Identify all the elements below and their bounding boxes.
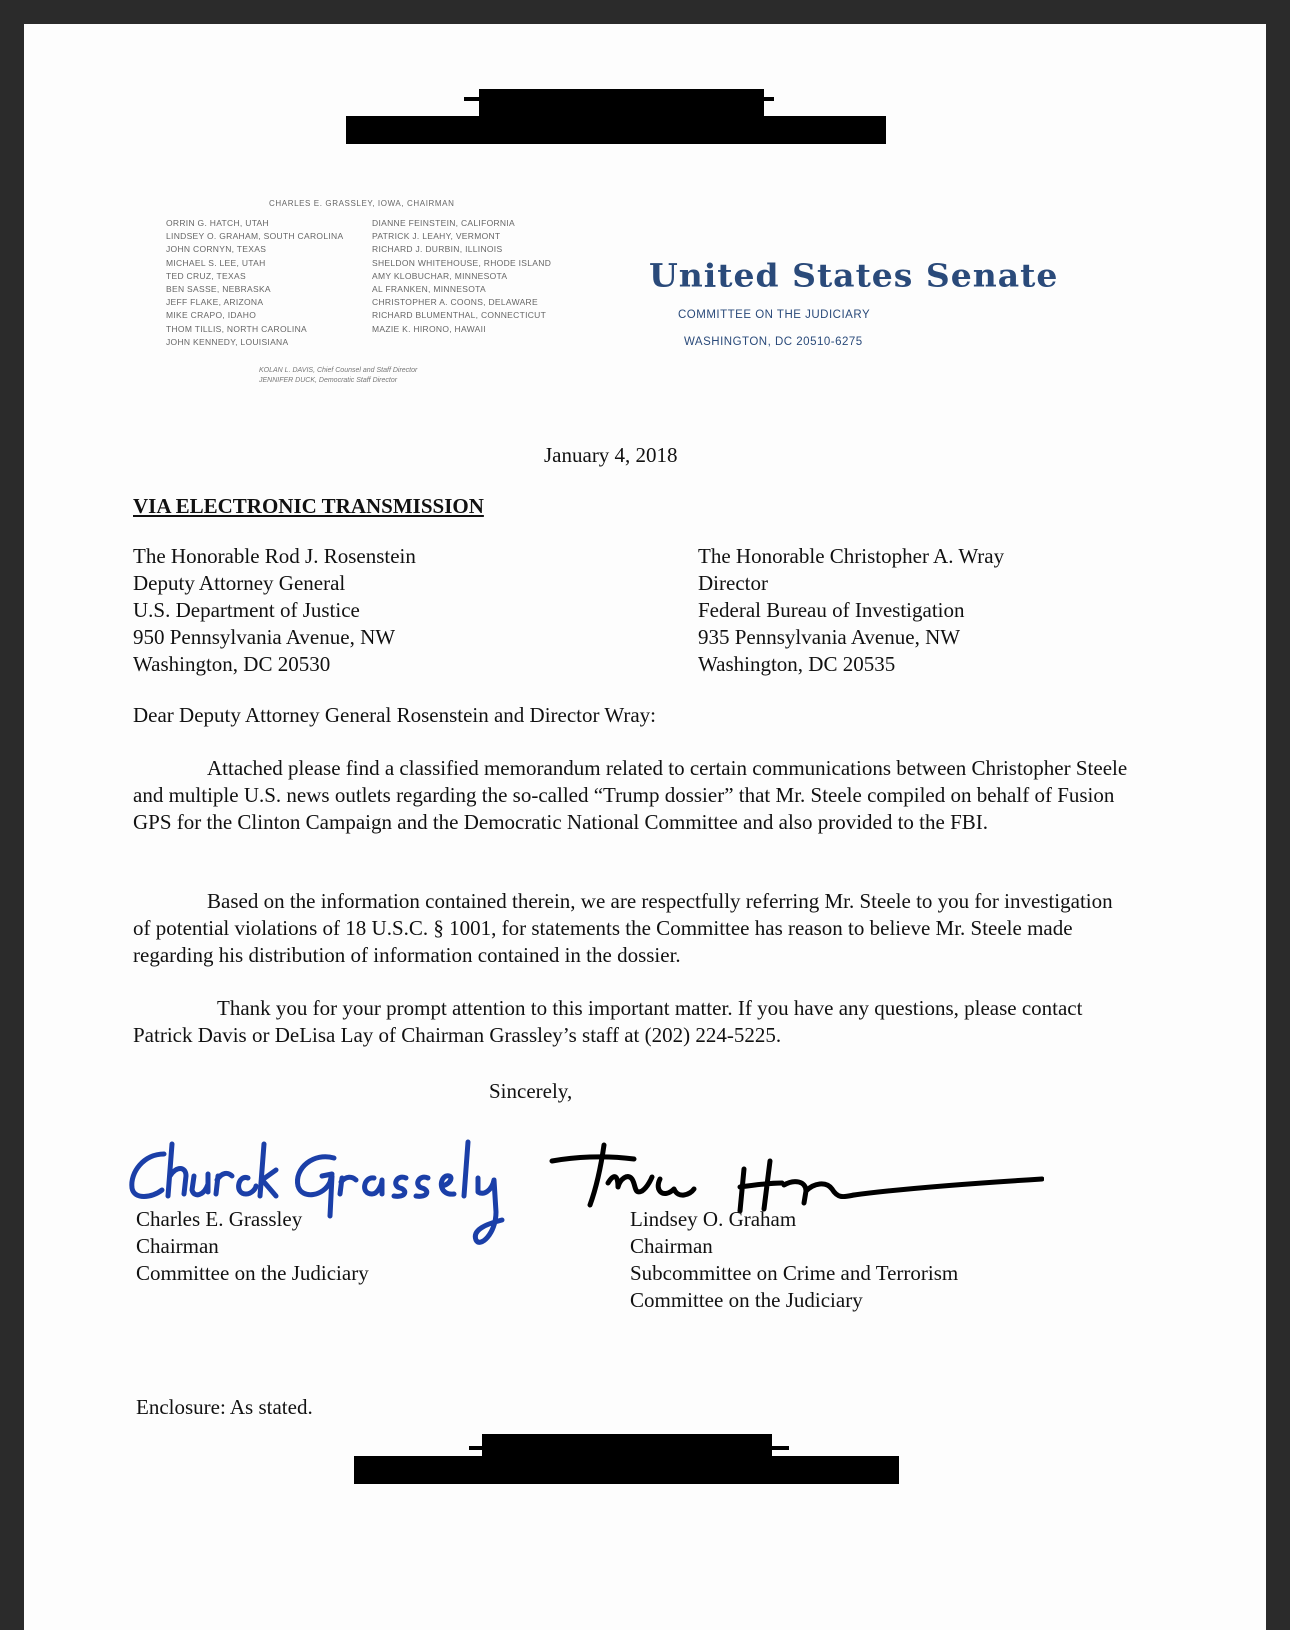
signer-right-name: Lindsey O. Graham bbox=[630, 1207, 797, 1231]
staff-member: KOLAN L. DAVIS, Chief Counsel and Staff Director bbox=[259, 367, 418, 374]
signer-right-org: Committee on the Judiciary bbox=[630, 1288, 863, 1312]
paragraph-2-text: Based on the information contained therein, we are respectfully referring Mr. Steele to you for investigation of potential violations of 18 U.S.C. § 1001, for statements the Committee has reason to believe Mr. Steele made regarding his distribution of information contained in the dossier. bbox=[133, 889, 1113, 967]
signer-right-block bbox=[630, 1206, 958, 1314]
committee-address: WASHINGTON, DC 20510-6275 bbox=[684, 336, 863, 348]
redaction-bar-top-large bbox=[346, 116, 886, 144]
signer-right-sub: Subcommittee on Crime and Terrorism bbox=[630, 1261, 959, 1285]
recipient-left-line: 950 Pennsylvania Avenue, NW bbox=[133, 625, 396, 649]
recipient-address-right bbox=[698, 543, 1004, 678]
letterhead-chairman: CHARLES E. GRASSLEY, IOWA, CHAIRMAN bbox=[269, 199, 455, 208]
recipient-right-line: 935 Pennsylvania Avenue, NW bbox=[698, 625, 961, 649]
recipient-left-line: Deputy Attorney General bbox=[133, 571, 346, 595]
recipient-right-line: Washington, DC 20535 bbox=[698, 652, 896, 676]
majority-member: MICHAEL S. LEE, UTAH bbox=[166, 257, 266, 268]
minority-member: PATRICK J. LEAHY, VERMONT bbox=[372, 231, 501, 242]
redaction-line-top bbox=[464, 97, 774, 101]
redaction-line-bottom bbox=[469, 1446, 789, 1450]
majority-members-list bbox=[166, 217, 343, 349]
signer-left-org: Committee on the Judiciary bbox=[136, 1261, 369, 1285]
majority-member: THOM TILLIS, NORTH CAROLINA bbox=[166, 323, 307, 334]
minority-member: DIANNE FEINSTEIN, CALIFORNIA bbox=[372, 218, 516, 228]
redaction-bar-bottom-large bbox=[354, 1456, 899, 1484]
delivery-method: VIA ELECTRONIC TRANSMISSION bbox=[133, 494, 484, 518]
staff-list bbox=[259, 366, 417, 386]
recipient-right-line: Federal Bureau of Investigation bbox=[698, 598, 965, 622]
paragraph-1 bbox=[133, 755, 1133, 836]
signer-left-title: Chairman bbox=[136, 1234, 219, 1258]
redaction-bar-top-small bbox=[479, 89, 764, 119]
recipient-right-line: The Honorable Christopher A. Wray bbox=[698, 544, 1005, 568]
staff-member: JENNIFER DUCK, Democratic Staff Director bbox=[259, 377, 398, 384]
minority-member: RICHARD BLUMENTHAL, CONNECTICUT bbox=[372, 310, 547, 321]
minority-member: SHELDON WHITEHOUSE, RHODE ISLAND bbox=[372, 257, 552, 268]
majority-member: BEN SASSE, NEBRASKA bbox=[166, 284, 271, 295]
majority-member: JOHN KENNEDY, LOUISIANA bbox=[166, 336, 289, 347]
signer-right-title: Chairman bbox=[630, 1234, 713, 1258]
salutation: Dear Deputy Attorney General Rosenstein and Director Wray: bbox=[133, 703, 657, 727]
minority-member: MAZIE K. HIRONO, HAWAII bbox=[372, 323, 486, 334]
majority-member: MIKE CRAPO, IDAHO bbox=[166, 310, 257, 321]
letter-page bbox=[24, 24, 1266, 1630]
recipient-left-line: Washington, DC 20530 bbox=[133, 652, 331, 676]
majority-member: JOHN CORNYN, TEXAS bbox=[166, 244, 267, 255]
paragraph-2 bbox=[133, 888, 1133, 969]
minority-members-list bbox=[372, 217, 551, 336]
paragraph-3-text: Thank you for your prompt attention to this important matter. If you have any questions, please contact Patrick Davis or DeLisa Lay of Chairman Grassley’s staff at (202) 224-5225. bbox=[133, 996, 1083, 1047]
letter-date: January 4, 2018 bbox=[544, 443, 678, 467]
recipient-left-line: U.S. Department of Justice bbox=[133, 598, 360, 622]
committee-name: COMMITTEE ON THE JUDICIARY bbox=[678, 309, 871, 321]
minority-member: CHRISTOPHER A. COONS, DELAWARE bbox=[372, 297, 538, 308]
paragraph-3 bbox=[133, 995, 1133, 1049]
minority-member: RICHARD J. DURBIN, ILLINOIS bbox=[372, 244, 503, 255]
recipient-right-line: Director bbox=[698, 571, 768, 595]
enclosure-note: Enclosure: As stated. bbox=[136, 1395, 313, 1419]
closing: Sincerely, bbox=[489, 1079, 573, 1103]
minority-member: AL FRANKEN, MINNESOTA bbox=[372, 284, 486, 295]
minority-member: AMY KLOBUCHAR, MINNESOTA bbox=[372, 270, 508, 281]
senate-name: United States Senate bbox=[649, 256, 1059, 295]
majority-member: TED CRUZ, TEXAS bbox=[166, 270, 246, 281]
recipient-left-line: The Honorable Rod J. Rosenstein bbox=[133, 544, 416, 568]
signer-left-name: Charles E. Grassley bbox=[136, 1207, 303, 1231]
recipient-address-left bbox=[133, 543, 416, 678]
paragraph-1-text: Attached please find a classified memorandum related to certain communications between Christopher Steele and multiple U.S. news outlets regarding the so-called “Trump dossier” that Mr. Steele compiled on behalf of Fusion GPS for the Clinton Campaign and the Democratic National Committee and also provided to the FBI. bbox=[133, 756, 1128, 834]
signer-left-block bbox=[136, 1206, 369, 1287]
majority-member: ORRIN G. HATCH, UTAH bbox=[166, 218, 269, 228]
majority-member: JEFF FLAKE, ARIZONA bbox=[166, 297, 264, 308]
majority-member: LINDSEY O. GRAHAM, SOUTH CAROLINA bbox=[166, 231, 344, 242]
